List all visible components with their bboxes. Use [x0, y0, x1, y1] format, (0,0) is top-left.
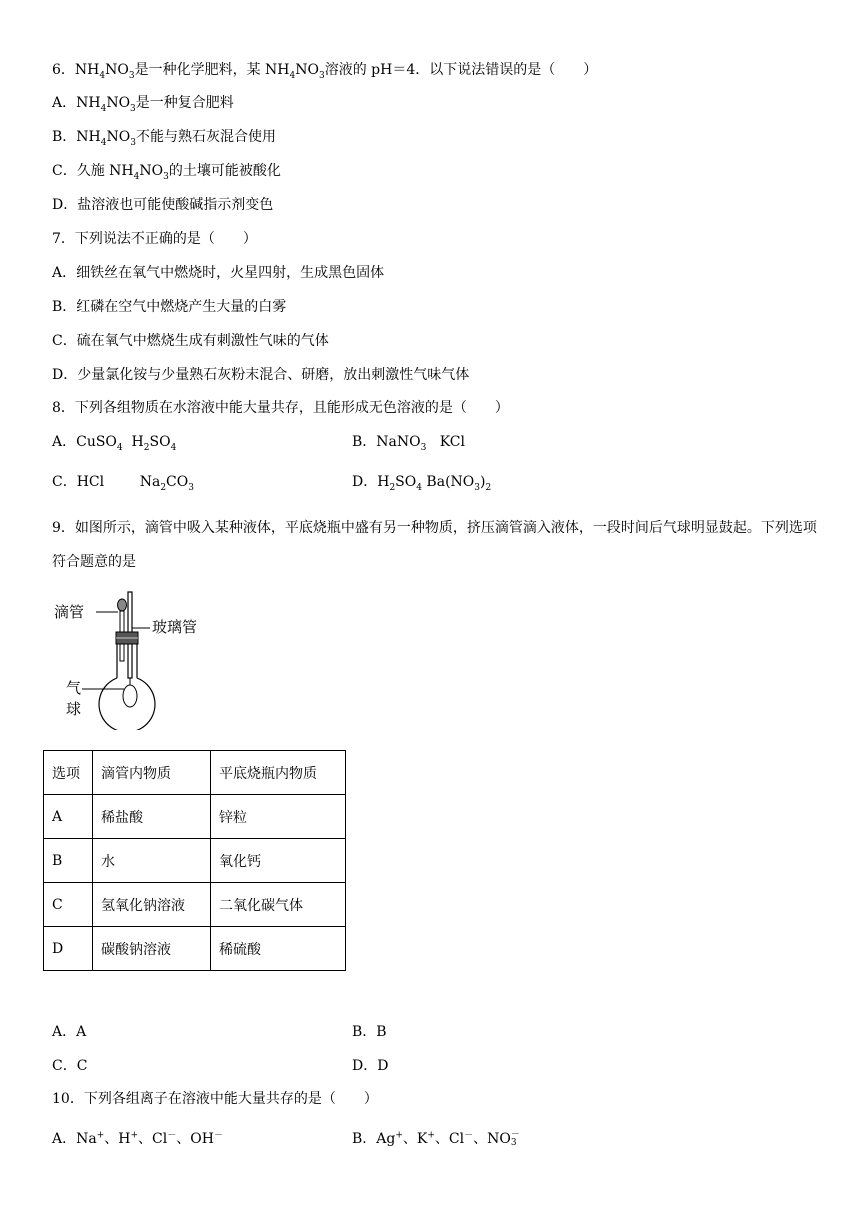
q8-option-b: B．NaNO$_3$ KCl [352, 434, 465, 453]
q7-stem: 7．下列说法不正确的是（ ） [52, 231, 257, 247]
q8-stem: 8．下列各组物质在水溶液中能大量共存，且能形成无色溶液的是（ ） [52, 400, 509, 416]
q6-option-b: B．$NH_4NO_3$不能与熟石灰混合使用 [52, 129, 276, 148]
table-cell: 水 [93, 839, 211, 883]
table-cell: 氢氧化钠溶液 [93, 883, 211, 927]
balloon-label-2: 球 [66, 700, 82, 718]
table-cell: C [44, 883, 93, 927]
q9-option-c: C．C [52, 1058, 88, 1074]
q6-option-a: A．$NH_4NO_3$是一种复合肥料 [52, 95, 234, 114]
dropper-label: 滴管 [54, 603, 85, 621]
table-row [44, 839, 346, 883]
q9-option-b: B．B [352, 1024, 387, 1040]
table-cell: D [44, 927, 93, 971]
table-row [44, 883, 346, 927]
q9-option-a: A．A [52, 1024, 87, 1040]
q10-option-a: A．Na+、H+、Cl－、OH－ [52, 1130, 223, 1147]
table-cell: B [44, 839, 93, 883]
table-cell: 稀硫酸 [211, 927, 346, 971]
balloon-label-1: 气 [66, 679, 82, 697]
table-header-cell: 滴管内物质 [93, 751, 211, 795]
q6-option-d: D．盐溶液也可能使酸碱指示剂变色 [52, 197, 274, 213]
q7-option-d: D．少量氯化铵与少量熟石灰粉末混合、研磨，放出刺激性气味气体 [52, 367, 470, 383]
options-table [43, 750, 346, 971]
table-cell: 氧化钙 [211, 839, 346, 883]
q7-option-c: C．硫在氧气中燃烧生成有刺激性气味的气体 [52, 333, 329, 349]
q10-stem: 10．下列各组离子在溶液中能大量共存的是（ ） [52, 1091, 378, 1107]
table-header-row [44, 751, 346, 795]
table-cell: 稀盐酸 [93, 795, 211, 839]
q7-option-a: A．细铁丝在氧气中燃烧时，火星四射，生成黑色固体 [52, 265, 385, 281]
table-cell: 二氧化碳气体 [211, 883, 346, 927]
q9-option-d: D．D [352, 1058, 389, 1074]
glass-tube-label: 玻璃管 [152, 618, 198, 636]
q7-option-b: B．红磷在空气中燃烧产生大量的白雾 [52, 299, 287, 315]
q6-option-c: C．久施 $NH_4NO_3$的土壤可能被酸化 [52, 163, 281, 182]
q10-option-b: B．Ag+、K+、Cl－、NO－ 3 [352, 1130, 520, 1148]
table-cell: 碳酸钠溶液 [93, 927, 211, 971]
table-header-cell: 选项 [44, 751, 93, 795]
apparatus-figure [52, 590, 227, 730]
q8-option-a: A．CuSO$_4$ $H_2SO_4$ [52, 434, 177, 453]
q6-stem: 6．$NH_4NO_3$是一种化学肥料，某 $NH_4NO_3$溶液的 pH＝4．以下说法错误的是（ ） [52, 62, 598, 81]
table-cell: A [44, 795, 93, 839]
table-row [44, 795, 346, 839]
table-row [44, 927, 346, 971]
q9-stem: 9．如图所示，滴管中吸入某种液体，平底烧瓶中盛有另一种物质，挤压滴管滴入液体，一段时间后气球明显鼓起。下列选项符合题意的是 [52, 520, 817, 570]
table-cell: 锌粒 [211, 795, 346, 839]
table-header-cell: 平底烧瓶内物质 [211, 751, 346, 795]
q8-option-d: D．$H_2SO_4$ $Ba(NO_3)_2$ [352, 474, 492, 493]
q8-option-c: C．HCl $Na_2CO_3$ [52, 474, 194, 493]
